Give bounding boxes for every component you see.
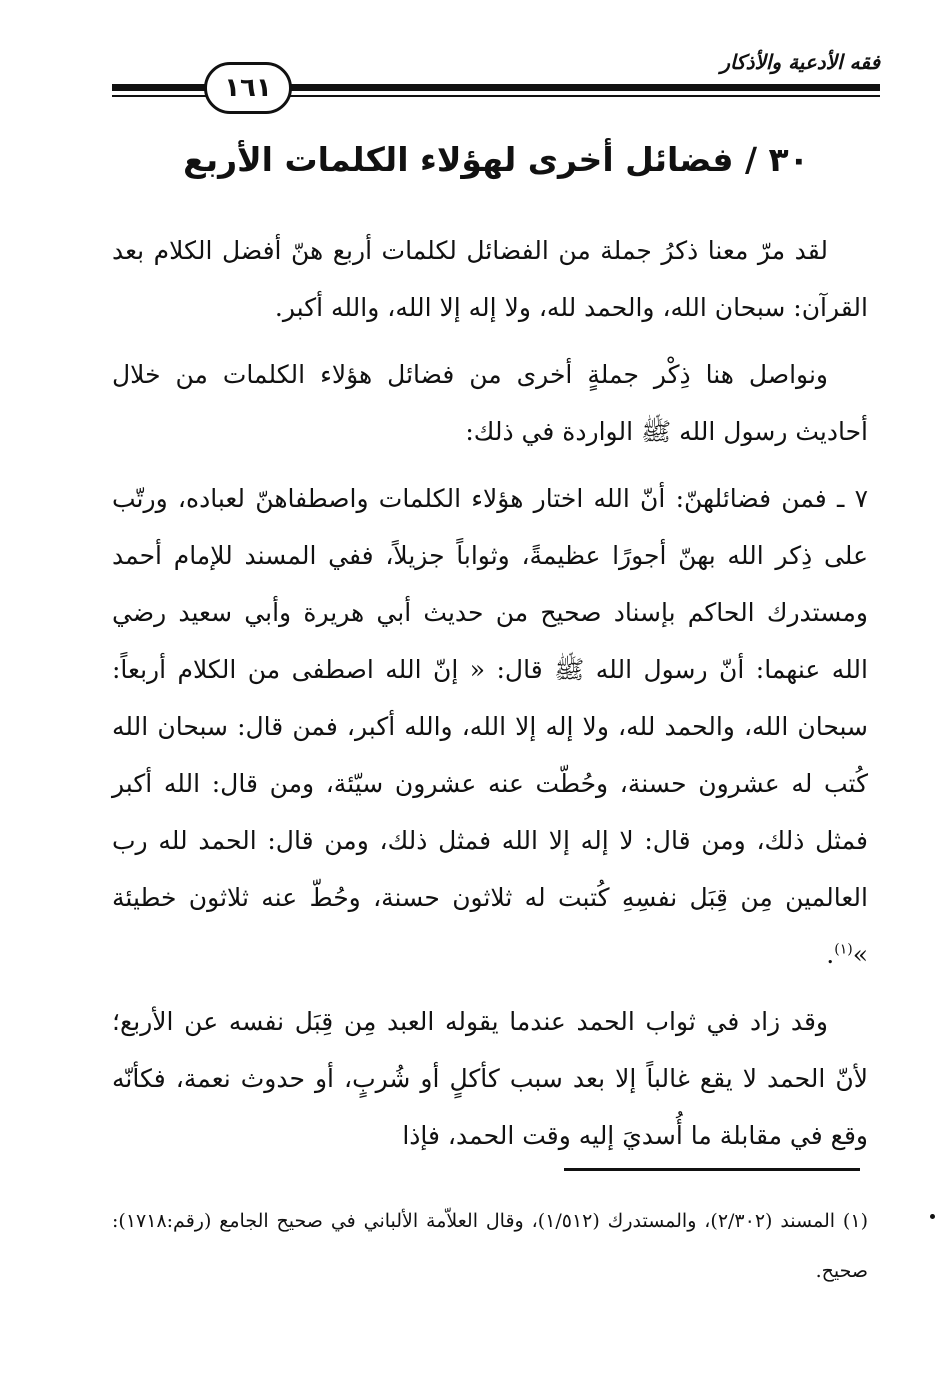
footnote-1: (١) المسند (٢/٣٠٢)، والمستدرك (١/٥١٢)، وقال العلاّمة الألباني في صحيح الجامع (رقم:١٧١٨): صحيح. xyxy=(112,1210,868,1282)
footnote-marker: (١) xyxy=(834,941,853,958)
running-title: فقه الأدعية والأذكار xyxy=(720,50,880,74)
paragraph-3-text: ٧ ـ فمن فضائلهنّ: أنّ الله اختار هؤلاء الكلمات واصطفاهنّ لعباده، ورتّب على ذِكر الله بهنّ أجورًا عظيمةً، وثواباً جزيلاً، ففي المسند للإمام أحمد ومستدرك الحاكم بإسناد صحيح من حديث أبي هريرة وأبي سعيد رضي الله عنهما: أنّ رسول الله ﷺ قال: « إنّ الله اصطفى من الكلام أربعاً: سبحان الله، والحمد لله، ولا إله إلا الله، والله أكبر، فمن قال: سبحان الله كُتب له عشرون حسنة، وحُطّت عنه عشرون سيّئة، ومن قال: الله أكبر فمثل ذلك، ومن قال: لا إله إلا الله فمثل ذلك، ومن قال: الحمد لله رب العالمين مِن قِبَل نفسِهِ كُتبت له ثلاثون حسنة، وحُطّ عنه ثلاثون خطيئة » xyxy=(112,484,868,969)
section-title: ٣٠ / فضائل أخرى لهؤلاء الكلمات الأربع xyxy=(183,140,809,179)
paragraph-2: ونواصل هنا ذِكْر جملةٍ أخرى من فضائل هؤلاء الكلمات من خلال أحاديث رسول الله ﷺ الواردة في ذلك: xyxy=(112,360,868,446)
page-header xyxy=(112,48,880,118)
margin-dot xyxy=(930,1214,935,1219)
footnote-divider xyxy=(564,1168,860,1171)
footnotes xyxy=(112,1196,868,1296)
paragraph-4: وقد زاد في ثواب الحمد عندما يقوله العبد مِن قِبَل نفسه عن الأربع؛ لأنّ الحمد لا يقع غالباً إلا بعد سبب كأكلٍ أو شُربٍ، أو حدوث نعمة، فكأنّه وقع في مقابلة ما أُسديَ إليه وقت الحمد، فإذا xyxy=(112,1007,868,1150)
page-number: ١٦١ xyxy=(204,62,292,114)
body-text xyxy=(112,222,868,1174)
paragraph-3: ٧ ـ فمن فضائلهنّ: أنّ الله اختار هؤلاء الكلمات واصطفاهنّ لعباده، ورتّب على ذِكر الله بهنّ أجورًا عظيمةً، وثواباً جزيلاً، ففي المسند للإمام أحمد ومستدرك الحاكم بإسناد صحيح من حديث أبي هريرة وأبي سعيد رضي الله عنهما: أنّ رسول الله ﷺ قال: « إنّ الله اصطفى من الكلام أربعاً: سبحان الله، والحمد لله، ولا إله إلا الله، والله أكبر، فمن قال: سبحان الله كُتب له عشرون حسنة، وحُطّت عنه عشرون سيّئة، ومن قال: الله أكبر فمثل ذلك، ومن قال: لا إله إلا الله فمثل ذلك، ومن قال: الحمد لله رب العالمين مِن قِبَل نفسِهِ كُتبت له ثلاثون حسنة، وحُطّ عنه ثلاثون خطيئة »$^{(١)}$. xyxy=(112,484,868,969)
paragraph-1: لقد مرّ معنا ذكرُ جملة من الفضائل لكلمات أربع هنّ أفضل الكلام بعد القرآن: سبحان الله، والحمد لله، ولا إله إلا الله، والله أكبر. xyxy=(112,236,868,322)
